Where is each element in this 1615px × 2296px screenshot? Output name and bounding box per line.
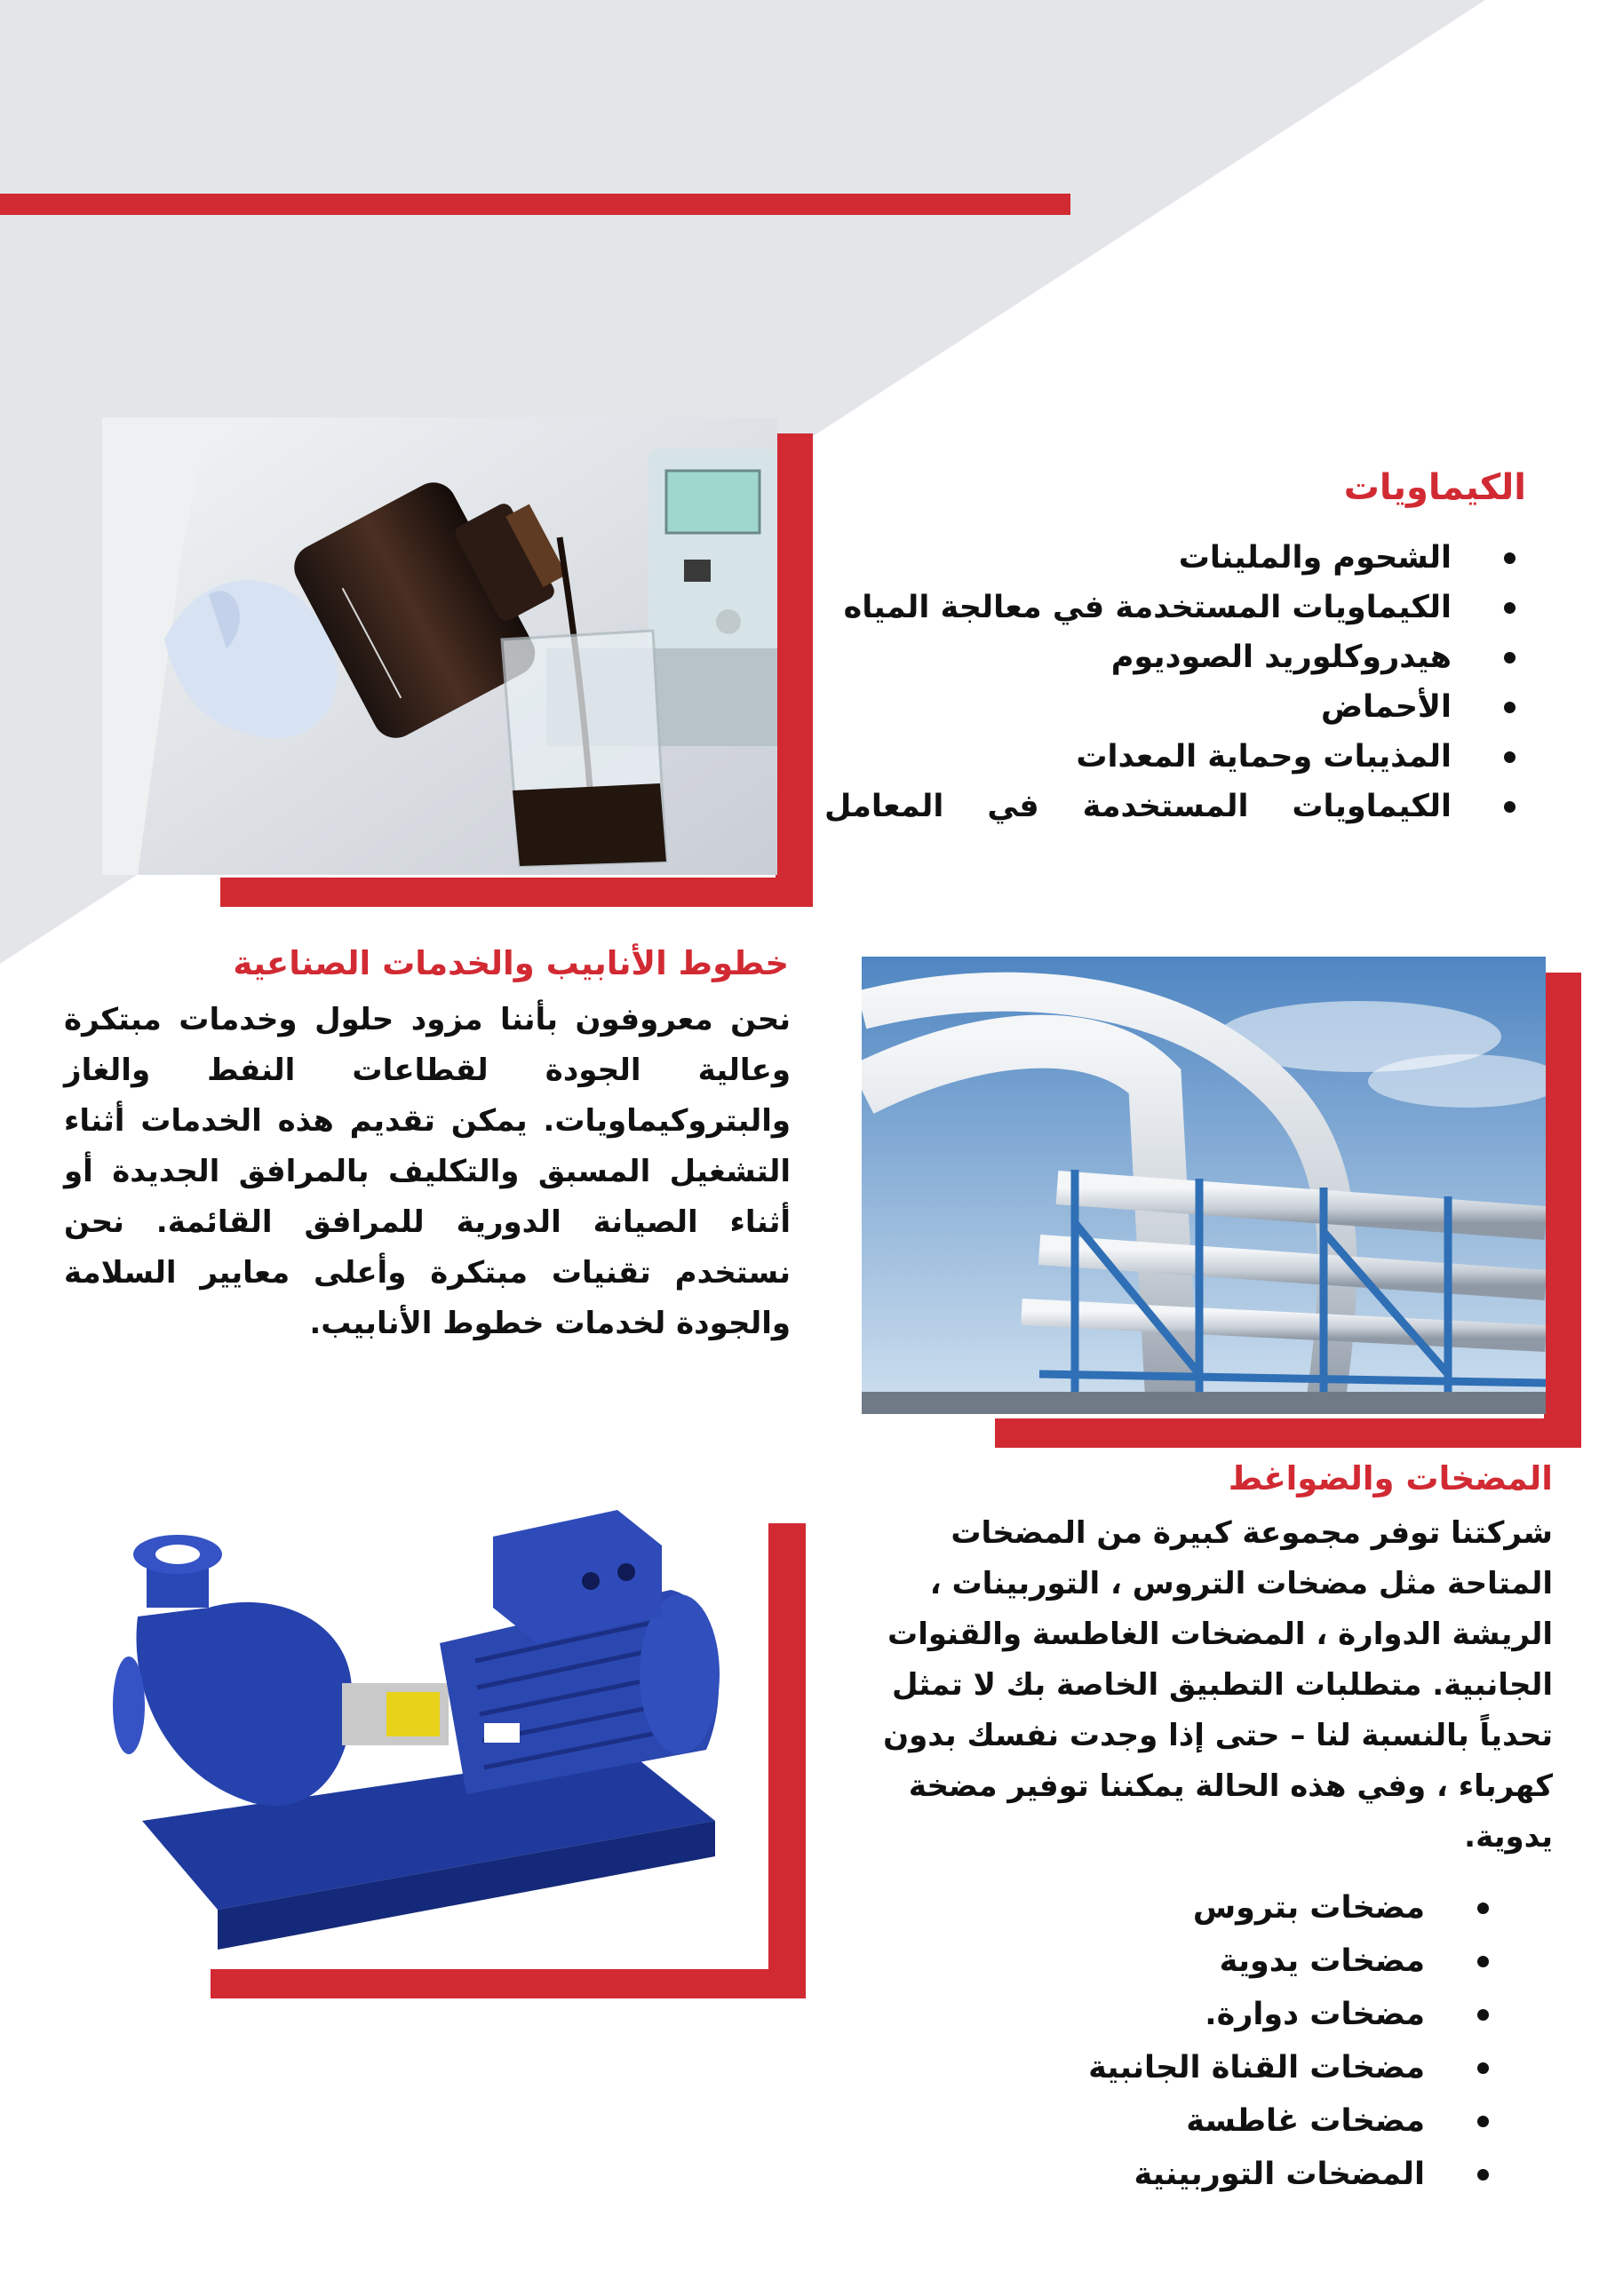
bullet-icon: [1504, 702, 1516, 713]
list-item-text: الكيماويات المستخدمة في المعامل: [824, 789, 1452, 824]
chemical-pouring-photo: [102, 417, 777, 875]
list-item-text: مضخات بتروس: [1192, 1890, 1425, 1926]
list-item-text: مضخات دوارة.: [1205, 1997, 1425, 2032]
list-item-text: الأحماض: [1321, 689, 1452, 725]
list-item: [824, 782, 1526, 831]
pipelines-photo: [862, 957, 1546, 1414]
chemicals-title: الكيماويات: [1343, 467, 1526, 508]
list-item: [967, 2094, 1500, 2148]
bullet-icon: [1504, 652, 1516, 663]
list-item: [824, 632, 1526, 682]
header-red-bar: [0, 194, 1070, 215]
list-item-text: مضخات القناة الجانبية: [1088, 2050, 1425, 2085]
pumps-list: [967, 1881, 1500, 2201]
pumps-paragraph: شركتنا توفر مجموعة كبيرة من المضخات المتاحة مثل مضخات التروس ، التوربينات ، الريشة الدوارة ، المضخات الغاطسة والقنوات الجانبية. متطلبات التطبيق الخاصة بك لا تمثل تحدياً بالنسبة لنا – حتى إذا وجدت نفسك بدون كهرباء ، وفي هذه الحالة يمكننا توفير مضخة يدوية.: [883, 1515, 1553, 1855]
list-item-text: المضخات التوربينية: [1134, 2157, 1425, 2192]
pipelines-paragraph: نحن معروفون بأننا مزود حلول وخدمات مبتكرة وعالية الجودة لقطاعات النفط والغاز والبتروكيماويات. يمكن تقديم هذه الخدمات أثناء التشغيل المسبق والتكليف بالمرافق الجديدة أو أثناء الصيانة الدورية للمرافق القائمة. نحن نستخدم تقنيات مبتكرة وأعلى معايير السلامة والجودة لخدمات خطوط الأنابيب.: [64, 1002, 791, 1341]
bullet-icon: [1477, 2009, 1489, 2021]
bullet-icon: [1477, 1956, 1489, 1967]
bullet-icon: [1477, 2116, 1489, 2127]
list-item: [824, 533, 1526, 583]
bullet-icon: [1477, 2062, 1489, 2074]
list-item: [967, 1988, 1500, 2041]
list-item-text: المذيبات وحماية المعدات: [1076, 739, 1452, 775]
list-item: [824, 583, 1526, 632]
list-item: [967, 1935, 1500, 1988]
pump-photo: [93, 1483, 768, 1954]
chemicals-frame-horizontal: [220, 878, 813, 907]
bullet-icon: [1477, 1903, 1489, 1914]
list-item: [967, 2148, 1500, 2201]
pumps-frame-vertical: [768, 1523, 806, 1998]
list-item-text: مضخات غاطسة: [1186, 2103, 1425, 2139]
list-item: [824, 682, 1526, 732]
pipelines-title: خطوط الأنابيب والخدمات الصناعية: [233, 944, 789, 982]
bullet-icon: [1504, 552, 1516, 564]
chemicals-list: [824, 533, 1526, 831]
list-item-text: مضخات يدوية: [1219, 1943, 1425, 1979]
chemicals-frame-vertical: [776, 433, 813, 907]
list-item-text: الشحوم والملينات: [1178, 540, 1452, 576]
pipelines-frame-vertical: [1544, 973, 1581, 1448]
pumps-frame-horizontal: [211, 1969, 806, 1998]
bullet-icon: [1504, 751, 1516, 763]
list-item: [967, 1881, 1500, 1935]
pumps-title: المضخات والضواغط: [1228, 1459, 1553, 1498]
bullet-icon: [1477, 2169, 1489, 2181]
bullet-icon: [1504, 602, 1516, 614]
bullet-icon: [1504, 801, 1516, 813]
list-item-text: الكيماويات المستخدمة في معالجة المياه: [843, 590, 1452, 625]
list-item: [824, 732, 1526, 782]
pipelines-frame-horizontal: [995, 1418, 1581, 1448]
list-item: [967, 2041, 1500, 2094]
list-item-text: هيدروكلوريد الصوديوم: [1110, 640, 1452, 675]
